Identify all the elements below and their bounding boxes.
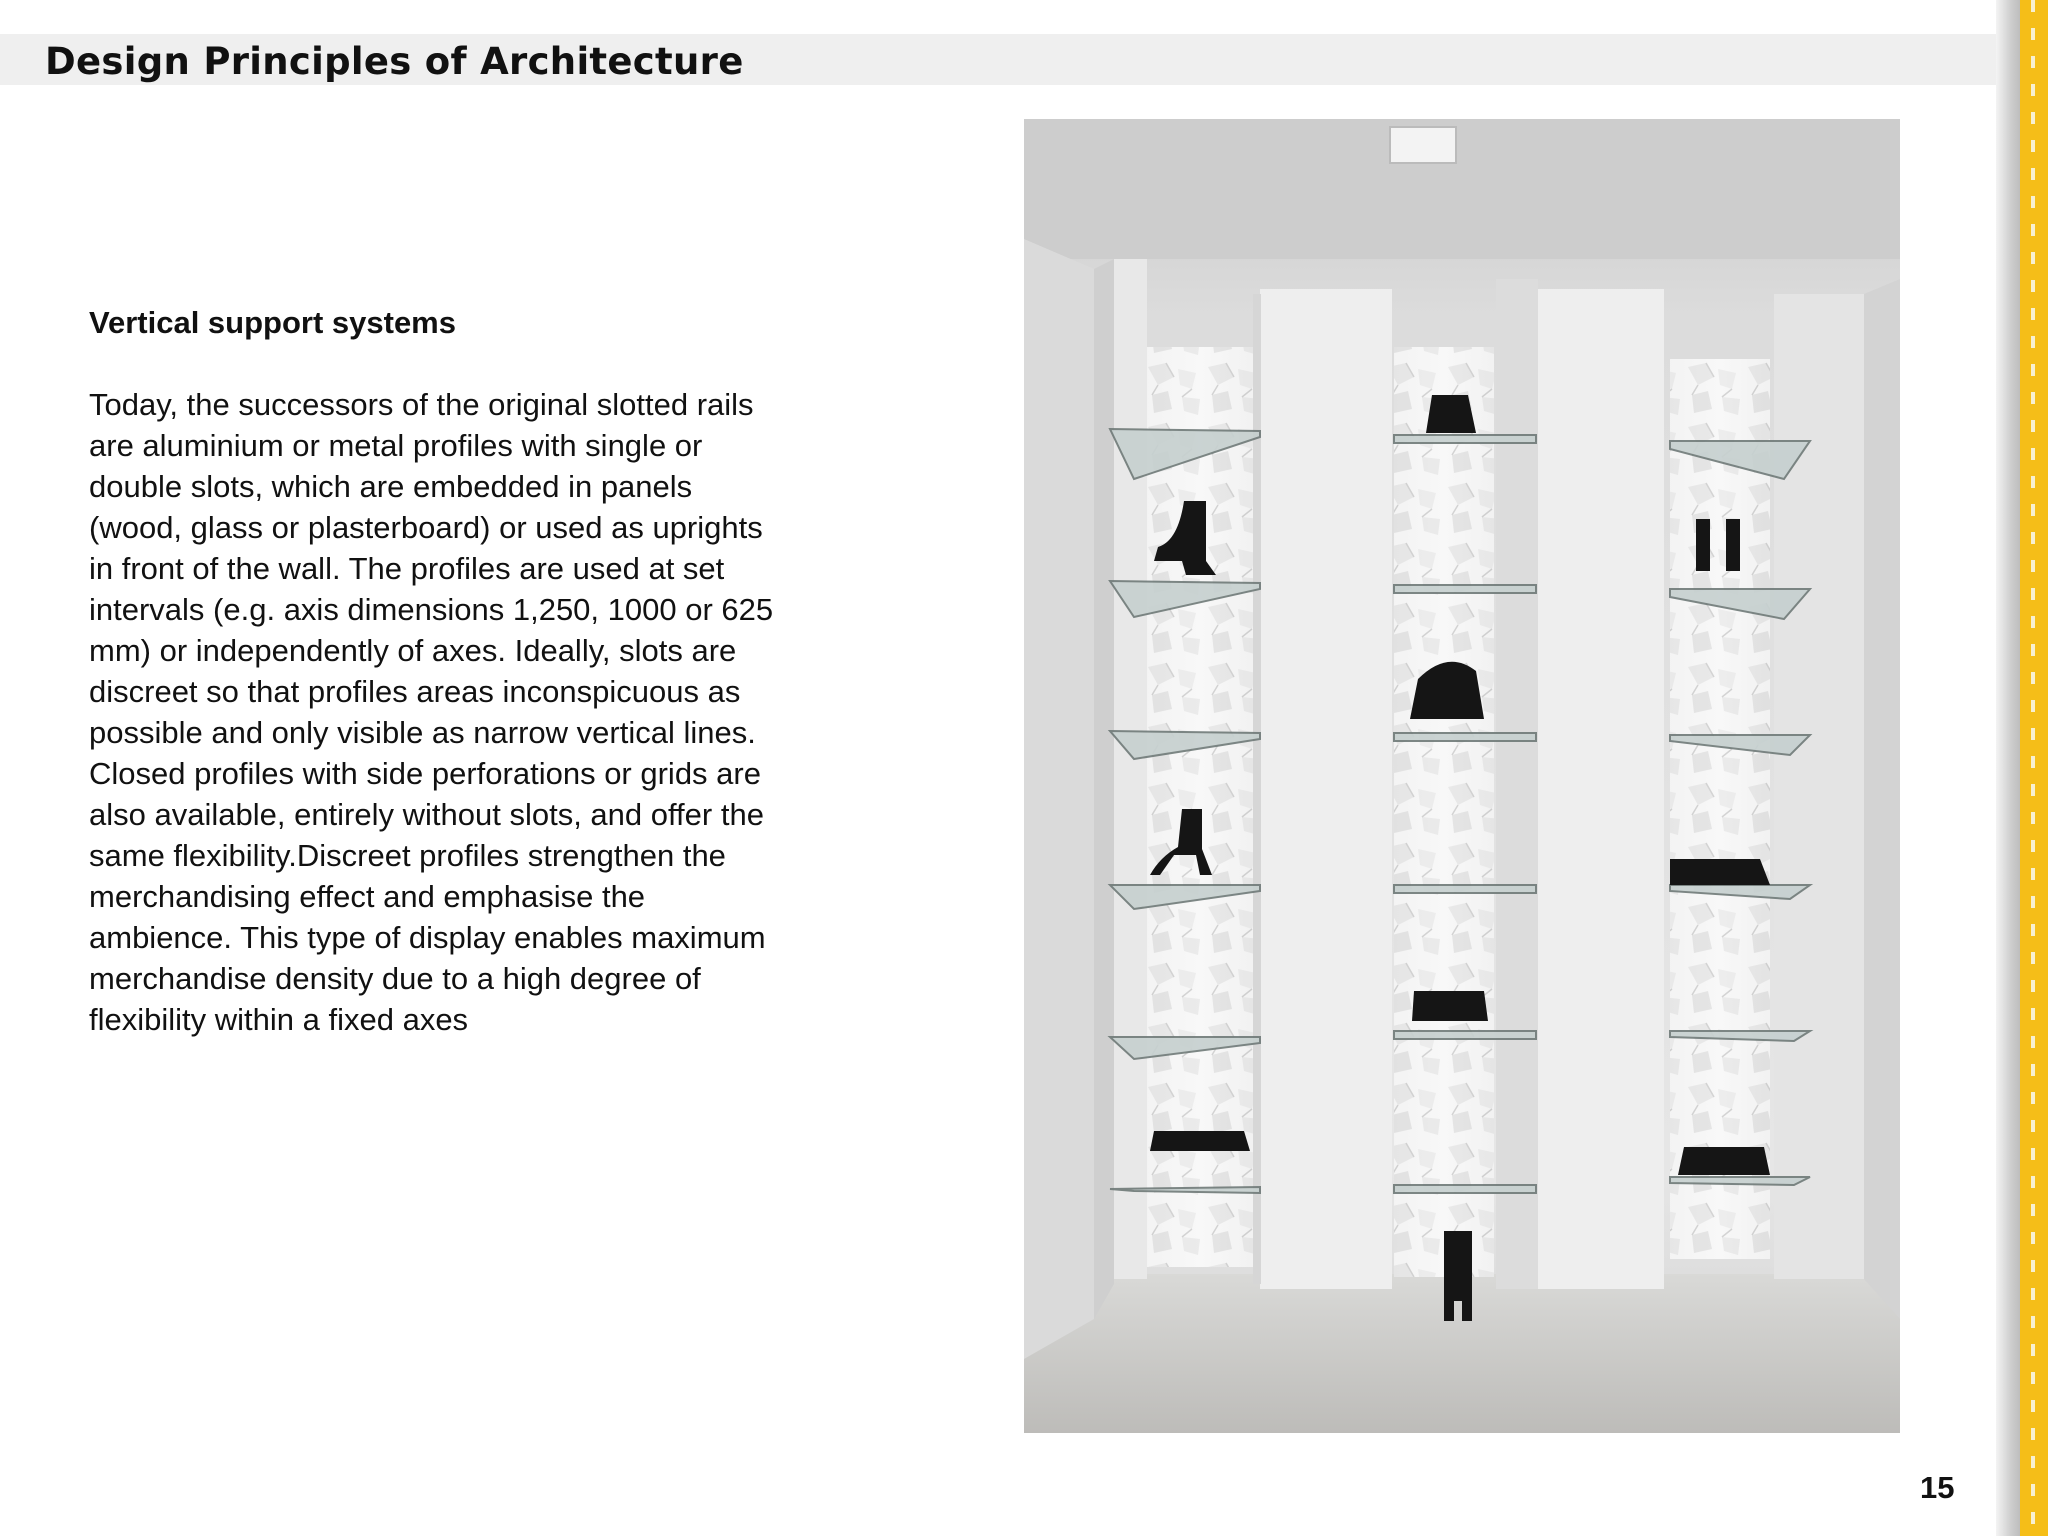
- text-line: possible and only visible as narrow vertical lines.: [89, 715, 756, 750]
- text-line: (wood, glass or plasterboard) or used as uprights: [89, 510, 763, 545]
- body-text-block: [89, 302, 869, 1040]
- text-line: are aluminium or metal profiles with single or: [89, 428, 703, 463]
- text-line: flexibility within a fixed axes: [89, 1002, 469, 1037]
- text-line: mm) or independently of axes. Ideally, slots are: [89, 633, 737, 668]
- text-line: in front of the wall. The profiles are used at set: [89, 551, 725, 586]
- body-paragraph: [89, 384, 869, 1040]
- text-line: merchandising effect and emphasise the: [89, 879, 646, 914]
- shelving-display-photo: [1024, 119, 1900, 1433]
- section-heading: Vertical support systems: [89, 305, 456, 340]
- side-shadow: [1996, 0, 2020, 1536]
- page-number: 15: [1920, 1470, 1955, 1505]
- side-dashed-line: [2031, 0, 2035, 1536]
- text-line: intervals (e.g. axis dimensions 1,250, 1000 or 625: [89, 592, 774, 627]
- page-title: Design Principles of Architecture: [45, 40, 744, 83]
- text-line: Closed profiles with side perforations or grids are: [89, 756, 761, 791]
- text-line: ambience. This type of display enables maximum: [89, 920, 766, 955]
- text-line: Today, the successors of the original slotted rails: [89, 387, 754, 422]
- text-line: double slots, which are embedded in panels: [89, 469, 693, 504]
- text-line: merchandise density due to a high degree of: [89, 961, 701, 996]
- text-line: same flexibility.Discreet profiles strengthen the: [89, 838, 726, 873]
- text-line: also available, entirely without slots, and offer the: [89, 797, 764, 832]
- text-line: discreet so that profiles areas inconspicuous as: [89, 674, 741, 709]
